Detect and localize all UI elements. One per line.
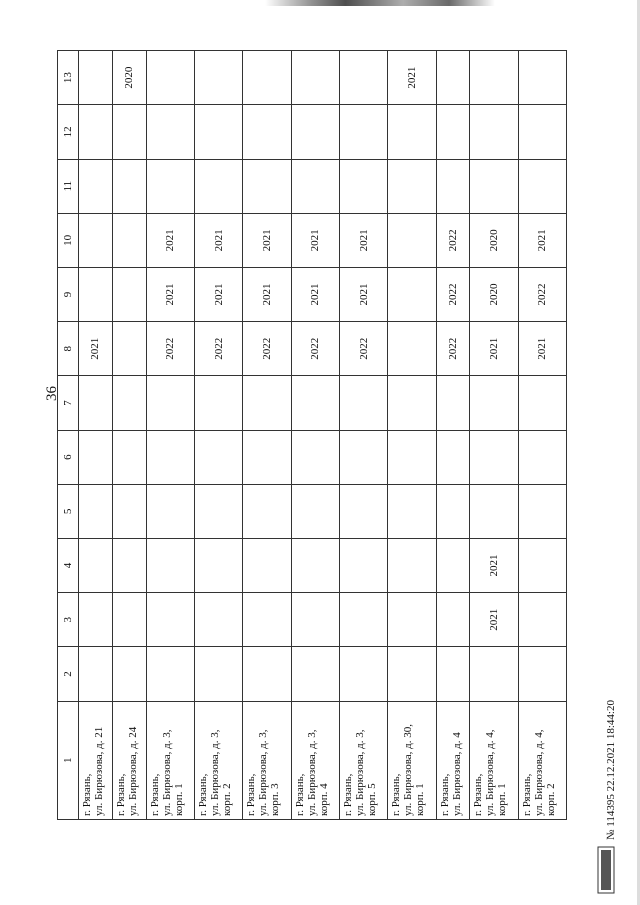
address-line: ул. Бирюзова, д. 30,: [402, 724, 415, 816]
year-cell: [146, 593, 194, 647]
year-cell: [291, 647, 339, 701]
year-cell: [243, 647, 291, 701]
year-cell: [79, 647, 113, 701]
address-cell: [194, 701, 242, 819]
year-cell: [194, 647, 242, 701]
year-cell: [436, 430, 470, 484]
year-cell: [194, 593, 242, 647]
year-cell: [79, 376, 113, 430]
address-cell: [146, 701, 194, 819]
year-cell: [243, 593, 291, 647]
year-cell: [339, 51, 387, 105]
address-line: г. Рязань,: [245, 773, 258, 816]
year-cell: [79, 51, 113, 105]
year-cell: [339, 159, 387, 213]
year-cell: [388, 105, 436, 159]
table-row: [243, 51, 291, 820]
year-cell: [339, 376, 387, 430]
page-number: 36: [44, 386, 60, 401]
year-cell: [518, 376, 566, 430]
year-cell: [436, 51, 470, 105]
year-cell: [291, 376, 339, 430]
year-cell: [243, 430, 291, 484]
year-cell: 2022: [436, 213, 470, 267]
column-header-3: 3: [58, 593, 79, 647]
year-cell: [388, 538, 436, 592]
year-cell: [243, 484, 291, 538]
year-cell: [291, 159, 339, 213]
address-line: ул. Бирюзова, д. 3,: [353, 729, 366, 816]
year-cell: [146, 538, 194, 592]
year-cell: [291, 51, 339, 105]
address-line: ул. Бирюзова, д. 3,: [160, 729, 173, 816]
year-cell: [388, 647, 436, 701]
year-cell: [79, 213, 113, 267]
address-line: корп. 1: [172, 783, 185, 816]
column-header-13: 13: [58, 51, 79, 105]
year-cell: [388, 213, 436, 267]
scan-artifact-line: [265, 0, 495, 6]
year-cell: 2021: [470, 593, 518, 647]
column-header-11: 11: [58, 159, 79, 213]
address-line: г. Рязань,: [472, 773, 485, 816]
year-cell: [436, 484, 470, 538]
address-line: ул. Бирюзова, д. 3,: [257, 729, 270, 816]
year-cell: 2022: [243, 322, 291, 376]
year-cell: [291, 484, 339, 538]
year-cell: [470, 647, 518, 701]
table-row: [470, 51, 518, 820]
table-body: [79, 51, 567, 820]
year-cell: 2022: [194, 322, 242, 376]
year-cell: 2021: [291, 213, 339, 267]
year-cell: 2020: [470, 213, 518, 267]
year-cell: [194, 51, 242, 105]
address-line: г. Рязань,: [114, 773, 127, 816]
year-cell: [470, 159, 518, 213]
address-line: ул. Бирюзова, д. 4,: [532, 729, 545, 816]
year-cell: [470, 484, 518, 538]
year-cell: [388, 593, 436, 647]
year-cell: 2021: [146, 267, 194, 321]
header-row: [58, 51, 79, 820]
table-row: [194, 51, 242, 820]
year-cell: 2021: [518, 322, 566, 376]
year-cell: 2021: [470, 322, 518, 376]
column-header-9: 9: [58, 267, 79, 321]
year-cell: [436, 159, 470, 213]
address-line: г. Рязань,: [390, 773, 403, 816]
year-cell: [470, 51, 518, 105]
column-header-8: 8: [58, 322, 79, 376]
table-row: [79, 51, 113, 820]
address-line: г. Рязань,: [148, 773, 161, 816]
year-cell: [79, 538, 113, 592]
table-row: [436, 51, 470, 820]
address-line: ул. Бирюзова, д. 24: [126, 726, 139, 816]
year-cell: [112, 322, 146, 376]
year-cell: [112, 213, 146, 267]
address-cell: [339, 701, 387, 819]
year-cell: [243, 159, 291, 213]
table-row: [388, 51, 436, 820]
year-cell: 2020: [470, 267, 518, 321]
year-cell: [388, 159, 436, 213]
year-cell: [388, 376, 436, 430]
address-line: корп. 2: [544, 783, 557, 816]
year-cell: [339, 484, 387, 538]
year-cell: [112, 430, 146, 484]
year-cell: [194, 484, 242, 538]
address-line: г. Рязань,: [196, 773, 209, 816]
year-cell: [518, 159, 566, 213]
year-cell: [112, 593, 146, 647]
year-cell: [339, 647, 387, 701]
address-cell: [470, 701, 518, 819]
column-header-2: 2: [58, 647, 79, 701]
address-cell: [243, 701, 291, 819]
column-header-1: 1: [58, 701, 79, 819]
address-cell: [79, 701, 113, 819]
year-cell: [194, 159, 242, 213]
year-cell: [291, 430, 339, 484]
year-cell: [146, 647, 194, 701]
address-line: корп. 3: [269, 783, 282, 816]
year-cell: [146, 430, 194, 484]
address-line: ул. Бирюзова, д. 4: [450, 732, 463, 816]
column-header-10: 10: [58, 213, 79, 267]
year-cell: [518, 105, 566, 159]
address-line: ул. Бирюзова, д. 4,: [484, 729, 497, 816]
address-line: корп. 2: [220, 783, 233, 816]
address-line: корп. 5: [365, 783, 378, 816]
year-cell: [388, 484, 436, 538]
year-cell: [518, 593, 566, 647]
year-cell: 2020: [112, 51, 146, 105]
rotated-table-container: [57, 50, 585, 820]
address-line: ул. Бирюзова, д. 21: [93, 726, 105, 816]
year-cell: [146, 159, 194, 213]
column-header-5: 5: [58, 484, 79, 538]
year-cell: [388, 322, 436, 376]
year-cell: [470, 105, 518, 159]
year-cell: 2021: [194, 267, 242, 321]
year-cell: [388, 430, 436, 484]
year-cell: [79, 484, 113, 538]
year-cell: [436, 376, 470, 430]
year-cell: [79, 159, 113, 213]
year-cell: [243, 51, 291, 105]
year-cell: [291, 593, 339, 647]
table-row: [339, 51, 387, 820]
year-cell: [79, 430, 113, 484]
table-row: [146, 51, 194, 820]
year-cell: [112, 484, 146, 538]
year-cell: [518, 430, 566, 484]
address-cell: [436, 701, 470, 819]
year-cell: [112, 105, 146, 159]
year-cell: 2021: [291, 267, 339, 321]
column-header-4: 4: [58, 538, 79, 592]
document-stamp-icon: [596, 845, 616, 895]
year-cell: [470, 430, 518, 484]
address-line: корп. 1: [496, 783, 509, 816]
year-cell: [339, 593, 387, 647]
address-line: корп. 1: [414, 783, 427, 816]
year-cell: [146, 484, 194, 538]
year-cell: 2022: [291, 322, 339, 376]
year-cell: [291, 105, 339, 159]
year-cell: 2022: [436, 322, 470, 376]
year-cell: 2021: [388, 51, 436, 105]
year-cell: [388, 267, 436, 321]
year-cell: [339, 430, 387, 484]
year-cell: [436, 538, 470, 592]
address-line: ул. Бирюзова, д. 3,: [208, 729, 221, 816]
address-cell: [112, 701, 146, 819]
year-cell: [518, 538, 566, 592]
address-cell: [518, 701, 566, 819]
year-cell: 2021: [339, 213, 387, 267]
year-cell: 2022: [436, 267, 470, 321]
year-cell: [194, 376, 242, 430]
year-cell: [436, 105, 470, 159]
year-cell: [194, 105, 242, 159]
year-cell: [194, 430, 242, 484]
column-header-12: 12: [58, 105, 79, 159]
year-cell: 2021: [518, 213, 566, 267]
address-line: г. Рязань,: [81, 773, 93, 816]
column-header-7: 7: [58, 376, 79, 430]
year-cell: 2021: [470, 538, 518, 592]
table-row: [291, 51, 339, 820]
register-table: [57, 50, 567, 820]
address-line: ул. Бирюзова, д. 3,: [305, 729, 318, 816]
year-cell: 2021: [243, 213, 291, 267]
year-cell: [243, 105, 291, 159]
registration-note: № 114395 22.12.2021 18:44:20: [605, 700, 617, 840]
year-cell: [194, 538, 242, 592]
year-cell: [339, 105, 387, 159]
year-cell: 2021: [146, 213, 194, 267]
year-cell: [146, 376, 194, 430]
year-cell: [339, 538, 387, 592]
year-cell: [243, 376, 291, 430]
year-cell: 2022: [146, 322, 194, 376]
year-cell: [243, 538, 291, 592]
year-cell: [79, 593, 113, 647]
column-header-6: 6: [58, 430, 79, 484]
year-cell: 2022: [518, 267, 566, 321]
year-cell: [146, 105, 194, 159]
year-cell: [518, 647, 566, 701]
table-row: [112, 51, 146, 820]
address-line: г. Рязань,: [438, 773, 451, 816]
year-cell: [518, 51, 566, 105]
address-cell: [388, 701, 436, 819]
address-line: г. Рязань,: [520, 773, 533, 816]
address-line: корп. 4: [317, 783, 330, 816]
address-line: г. Рязань,: [293, 773, 306, 816]
year-cell: 2021: [243, 267, 291, 321]
year-cell: 2021: [194, 213, 242, 267]
year-cell: [470, 376, 518, 430]
year-cell: [436, 647, 470, 701]
year-cell: [518, 484, 566, 538]
year-cell: [112, 538, 146, 592]
year-cell: [291, 538, 339, 592]
table-row: [518, 51, 566, 820]
year-cell: [146, 51, 194, 105]
year-cell: [112, 267, 146, 321]
year-cell: 2021: [79, 322, 113, 376]
year-cell: 2022: [339, 322, 387, 376]
year-cell: [112, 376, 146, 430]
year-cell: [79, 105, 113, 159]
address-cell: [291, 701, 339, 819]
address-line: г. Рязань,: [341, 773, 354, 816]
year-cell: [112, 159, 146, 213]
year-cell: [79, 267, 113, 321]
year-cell: [436, 593, 470, 647]
year-cell: [112, 647, 146, 701]
year-cell: 2021: [339, 267, 387, 321]
